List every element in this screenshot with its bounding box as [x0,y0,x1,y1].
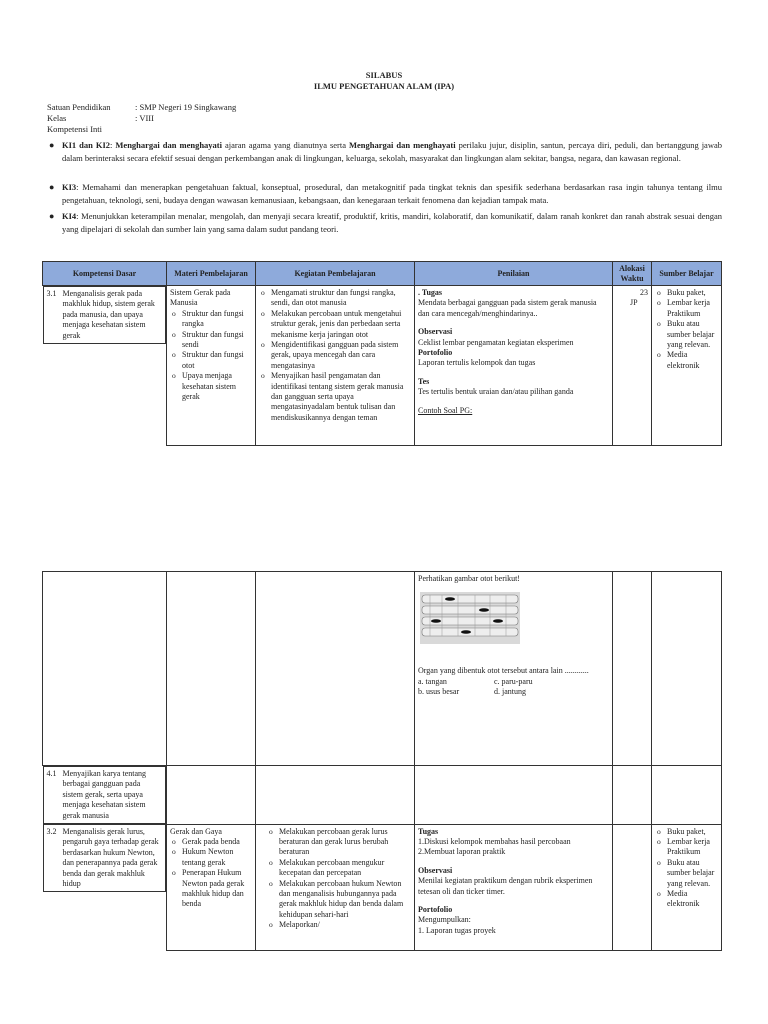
empty-cell [652,766,722,825]
sumber-cell [652,286,722,446]
question-heading: Perhatikan gambar otot berikut! [418,574,520,583]
list-item: o Buku paket, [655,827,718,837]
kd-number: 3.2 [46,827,57,837]
header-materi: Materi Pembelajaran [167,262,256,286]
option-b: b. usus besar [418,687,460,697]
portofolio-text: Mengumpulkan: [418,915,471,925]
empty-cell [613,766,652,825]
empty-cell [43,572,167,766]
list-item: o Lembar kerja Praktikum [655,298,718,319]
tes-text: Tes tertulis bentuk uraian dan/atau pilihan ganda [418,387,574,397]
ki1-head: KI1 dan KI2 [62,140,111,150]
portofolio-heading: Portofolio [418,348,453,358]
kd-cell [43,286,167,344]
observasi-heading: Observasi [418,327,453,337]
empty-cell [613,824,652,950]
list-item: o Lembar kerja Praktikum [655,837,718,858]
ki4-paragraph [47,210,722,236]
header-kegiatan: Kegiatan Pembelajaran [256,262,415,286]
syllabus-table-1 [42,261,722,446]
contoh-soal-label: Contoh Soal PG: [418,405,473,415]
materi-cell [167,824,256,950]
kd-cell [43,824,167,892]
table-row [43,766,722,825]
header-alokasi: Alokasi Waktu [613,262,652,286]
ki3-text: : Memahami dan menerapkan pengetahuan faktual, konseptual, prosedural, dan metakognitif pada tingkat teknis dan spesifik sederhana berdasarkan rasa ingin tahunya tentang ilmu pengetahuan, teknologi, seni, budaya dengan wawasan kemanusiaan, kebangsaan, dan kenegaraan terkait fenomena dan kejadian tampak mata. [62,182,722,205]
answer-options-row-2 [418,687,609,697]
list-item: o Melakukan percobaan gerak lurus beraturan dan gerak lurus berubah beraturan [267,827,411,858]
portofolio-text: Laporan tertulis kelompok dan tugas [418,358,536,368]
materi-cell [167,286,256,446]
ki3-paragraph [47,181,722,207]
penilaian-cell [415,824,613,950]
question-text: Organ yang dibentuk otot tersebut antara lain ............ [418,666,589,676]
ki1-text-1: ajaran agama yang dianutnya serta [222,140,350,150]
list-item: o Melakukan percobaan hukum Newton dan menganalisis hubungannya pada gerak makhluk hidup dan benda dalam kehidupan sehari-hari [267,879,411,921]
list-item: o Media elektronik [655,350,718,371]
tugas-text: Mendata berbagai gangguan pada sistem gerak manusia dan cara mencegah/menghindarinya.. [418,298,597,318]
table-header-row [43,262,722,286]
ki1-text-2: perilaku jujur, disiplin, santun, percaya diri, peduli, dan bertanggung jawab dalam berinteraksi secara efektif sesuai dengan perkembangan anak di lingkungan, keluarga, sekolah, masyarakat dan lingkungan alam sekitar, bangsa, negara, dan kawasan regional. [62,140,722,163]
list-item: o Upaya menjaga kesehatan sistem gerak [170,371,252,402]
empty-cell [256,766,415,825]
kegiatan-cell [256,824,415,950]
table-row [43,286,722,446]
list-item: o Buku atau sumber belajar yang relevan. [655,319,718,350]
ki1-paragraph [47,139,722,165]
portofolio-heading: Portofolio [418,904,453,914]
observasi-text: Menilai kegiatan praktikum dengan rubrik eksperimen tetesan oli dan ticker timer. [418,876,593,896]
list-item: o Buku atau sumber belajar yang relevan. [655,858,718,889]
ki4-head: KI4 [62,211,77,221]
list-item: o Struktur dan fungsi rangka [170,309,252,330]
alokasi-cell [613,286,652,446]
document-title: SILABUS [365,70,403,80]
question-cell [415,572,613,766]
meta-satuan [47,102,236,113]
kelas-value: : VIII [135,113,154,123]
kd-text: Menyajikan karya tentang berbagai gangguan pada sistem gerak, serta upaya menjaga kesehatan sistem gerak manusia [62,769,147,820]
list-item: o Menyajikan hasil pengamatan dan identifikasi tentang sistem gerak manusia dan gangguan serta upaya mengatasinyadalam bentuk tulisan dan mendiskusikannya dengan teman [259,371,411,423]
ki3-head: KI3 [62,182,77,192]
kd-text: Menganalisis gerak lurus, pengaruh gaya terhadap gerak berdasarkan hukum Newton, dan penerapannya pada gerak benda dan gerak makhluk hidup [62,827,159,889]
list-item: o Melakukan percobaan mengukur kecepatan dan percepatan [267,858,411,879]
meta-kelas [47,113,154,124]
kelas-label: Kelas [47,113,67,123]
bullet-icon: ● [49,211,55,221]
kd-text: Menganalisis gerak pada makhluk hidup, sistem gerak pada manusia, dan upaya menjaga kesehatan sistem gerak [62,289,155,340]
list-item: o Buku paket, [655,288,718,298]
alokasi-unit: JP [630,298,638,308]
kegiatan-cell [256,286,415,446]
penilaian-cell [415,286,613,446]
list-item: o Struktur dan fungsi otot [170,350,252,371]
empty-cell [415,766,613,825]
table-row [43,572,722,766]
ki1-emph-1: Menghargai dan menghayati [115,140,222,150]
empty-cell [167,766,256,825]
tugas-heading: . Tugas [418,288,443,297]
list-item: o Struktur dan fungsi sendi [170,330,252,351]
satuan-value: : SMP Negeri 19 Singkawang [135,102,237,112]
tugas-heading: Tugas [418,826,439,836]
header-sumber: Sumber Belajar [652,262,722,286]
option-a: a. tangan [418,676,447,686]
list-item: o Gerak pada benda [170,837,252,847]
list-item: o Mengamati struktur dan fungsi rangka, sendi, dan otot manusia [259,288,411,309]
list-item: o Mengidentifikasi gangguan pada sistem gerak, upaya mencegah dan cara mengatasinya [259,340,411,371]
table-row [43,824,722,950]
bullet-icon: ● [49,182,55,192]
list-item: o Media elektronik [655,889,718,910]
option-c: c. paru-paru [494,676,533,686]
tugas-item: 2.Membuat laporan praktik [418,847,506,857]
observasi-text: Ceklist lembar pengamatan kegiatan eksperimen [418,337,574,347]
materi-intro: Sistem Gerak pada Manusia [170,288,231,308]
empty-cell [652,572,722,766]
empty-cell [167,572,256,766]
header-kompetensi-dasar: Kompetensi Dasar [43,262,167,286]
ki1-emph-2: Menghargai dan menghayati [349,140,456,150]
kompetensi-inti-label: Kompetensi Inti [47,124,103,134]
tugas-item: 1.Diskusi kelompok membahas hasil percobaan [418,836,571,846]
list-item: o Melaporkan/ [267,920,411,930]
materi-intro: Gerak dan Gaya [170,826,222,836]
ki4-text: : Menunjukkan keterampilan menalar, mengolah, dan menyaji secara kreatif, produktif, kritis, mandiri, kolaboratif, dan komunikatif, dalam ranah konkret dan ranah abstrak sesuai dengan yang dipelajari di sekolah dan sumber lain yang sama dalam sudut pandang teori. [62,211,722,234]
empty-cell [256,572,415,766]
answer-options-row-1 [418,677,609,687]
kd-number: 3.1 [46,289,57,298]
header-penilaian: Penilaian [415,262,613,286]
tes-heading: Tes [418,376,430,386]
satuan-label: Satuan Pendidikan [47,102,111,112]
syllabus-table-2 [42,571,722,951]
option-d: d. jantung [494,687,526,697]
kd-cell [43,766,167,824]
portofolio-item: 1. Laporan tugas proyek [418,925,496,935]
list-item: o Penerapan Hukum Newton pada gerak makhluk hidup dan benda [170,868,252,910]
list-item: o Melakukan percobaan untuk mengetahui struktur gerak, jenis dan perbedaan serta mekanisme kerja jaringan otot [259,309,411,340]
empty-cell [613,572,652,766]
bullet-icon: ● [49,140,55,150]
sumber-cell [652,824,722,950]
kd-number: 4.1 [46,769,57,778]
observasi-heading: Observasi [418,865,453,875]
list-item: o Hukum Newton tentang gerak [170,847,252,868]
document-subtitle: ILMU PENGETAHUAN ALAM (IPA) [313,81,455,91]
ki1-sep: : [110,140,116,150]
muscle-figure-image [420,592,520,644]
alokasi-number: 23 [640,288,648,297]
